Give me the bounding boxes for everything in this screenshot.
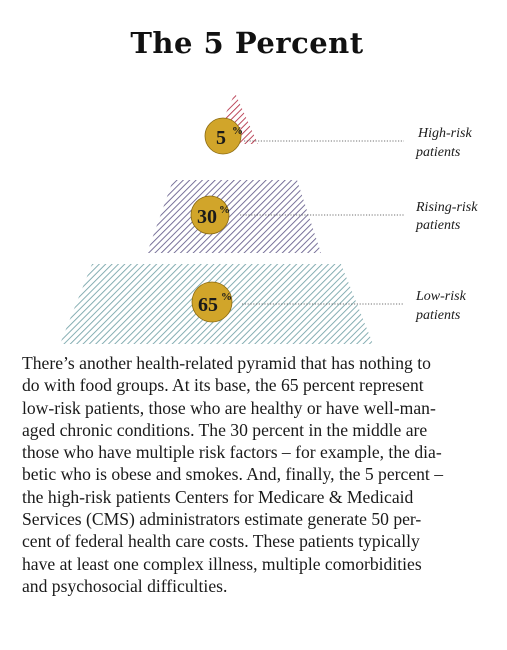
tier-rising-risk-label-line2: patients [416, 218, 461, 233]
body-line: do with food groups. At its base, the 65 percent represent [22, 375, 424, 396]
page-title: The 5 Percent [130, 26, 364, 60]
body-line: aged chronic conditions. The 30 percent in the middle are [22, 419, 428, 440]
tier-high-risk-percent: 5 [216, 127, 226, 149]
body-line: the high-risk patients Centers for Medicare & Medicaid [22, 486, 414, 507]
tier-rising-risk-percent-sign: % [219, 204, 230, 216]
body-line: betic who is obese and smokes. And, finally, the 5 percent – [22, 464, 444, 485]
body-line: those who have multiple risk factors – for example, the dia- [22, 442, 442, 463]
body-line: low-risk patients, those who are healthy or have well-man- [22, 397, 436, 418]
tier-high-risk-label-line1: High-risk [418, 126, 472, 141]
body-line: have at least one complex illness, multiple comorbidities [22, 553, 422, 574]
body-line: cent of federal health care costs. These patients typically [22, 531, 420, 552]
body-line: There’s another health-related pyramid that has nothing to [22, 353, 431, 373]
body-line: Services (CMS) administrators estimate generate 50 per- [22, 509, 422, 530]
tier-low-risk-percent-sign: % [221, 291, 232, 303]
tier-high-risk-percent-sign: % [232, 125, 243, 137]
tier-low-risk-percent: 65 [198, 294, 218, 316]
body-line: and psychosocial difficulties. [22, 575, 228, 596]
tier-low-risk-label-line2: patients [416, 308, 461, 323]
tier-high-risk [205, 93, 472, 160]
body-paragraph [22, 352, 492, 597]
tier-low-risk [60, 264, 467, 344]
tier-rising-risk [147, 180, 478, 253]
tier-high-risk-label-line2: patients [416, 145, 461, 160]
tier-rising-risk-band [147, 180, 321, 253]
tier-rising-risk-label-line1: Rising-risk [416, 200, 478, 215]
tier-rising-risk-percent: 30 [197, 206, 217, 228]
tier-low-risk-label-line1: Low-risk [416, 289, 466, 304]
